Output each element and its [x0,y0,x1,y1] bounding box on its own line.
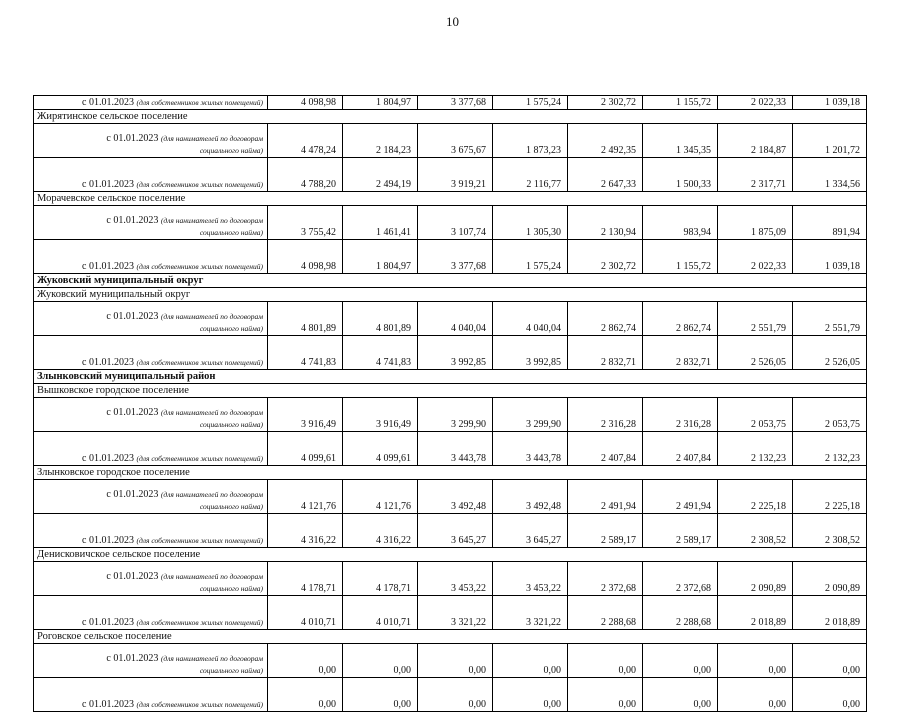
value-cell: 3 377,68 [418,96,493,110]
section-title: Злынковское городское поселение [34,466,867,480]
value-cell: 3 645,27 [493,514,568,548]
table-row [34,432,867,466]
value-cell: 4 099,61 [343,432,418,466]
value-cell: 1 155,72 [643,240,718,274]
value-cell: 4 010,71 [343,596,418,630]
table-row [34,678,867,712]
row-note-continuation: социального найма) [199,502,263,511]
value-cell: 2 551,79 [718,302,793,336]
table-row [34,562,867,596]
row-date: с 01.01.2023 [106,133,159,144]
row-note: (для нанимателей по договорам [160,312,263,321]
row-date: с 01.01.2023 [82,179,134,190]
section-title: Жуковский муниципальный округ [34,274,867,288]
value-cell: 1 039,18 [793,96,867,110]
district-header-row [34,274,867,288]
value-cell: 2 225,18 [793,480,867,514]
value-cell: 2 308,52 [793,514,867,548]
value-cell: 3 916,49 [268,398,343,432]
value-cell: 0,00 [268,644,343,678]
row-note: (для собственников жилых помещений) [136,536,263,545]
row-date: с 01.01.2023 [82,535,134,546]
row-date: с 01.01.2023 [106,215,159,226]
value-cell: 0,00 [343,678,418,712]
row-date: с 01.01.2023 [82,699,134,710]
value-cell: 3 107,74 [418,206,493,240]
section-title: Жирятинское сельское поселение [34,110,867,124]
value-cell: 3 299,90 [493,398,568,432]
row-label [34,596,268,630]
settlement-header-row [34,548,867,562]
row-note-continuation: социального найма) [199,666,263,675]
value-cell: 2 862,74 [643,302,718,336]
value-cell: 2 551,79 [793,302,867,336]
value-cell: 0,00 [343,644,418,678]
table-row [34,398,867,432]
settlement-header-row [34,288,867,302]
row-note: (для собственников жилых помещений) [136,358,263,367]
value-cell: 2 053,75 [793,398,867,432]
value-cell: 2 589,17 [568,514,643,548]
value-cell: 2 018,89 [793,596,867,630]
value-cell: 0,00 [718,678,793,712]
value-cell: 4 040,04 [493,302,568,336]
value-cell: 1 039,18 [793,240,867,274]
row-note-continuation: социального найма) [199,420,263,429]
row-label [34,206,268,240]
table-row [34,336,867,370]
value-cell: 2 184,87 [718,124,793,158]
row-note: (для собственников жилых помещений) [136,454,263,463]
value-cell: 2 862,74 [568,302,643,336]
value-cell: 4 040,04 [418,302,493,336]
value-cell: 2 407,84 [643,432,718,466]
value-cell: 0,00 [793,644,867,678]
section-title: Жуковский муниципальный округ [34,288,867,302]
value-cell: 2 225,18 [718,480,793,514]
row-note: (для нанимателей по договорам [160,408,263,417]
value-cell: 1 575,24 [493,96,568,110]
row-date: с 01.01.2023 [82,617,134,628]
row-label [34,398,268,432]
value-cell: 0,00 [493,644,568,678]
value-cell: 1 305,30 [493,206,568,240]
row-note: (для собственников жилых помещений) [136,618,263,627]
tariff-table [33,95,867,712]
value-cell: 0,00 [793,678,867,712]
row-note-continuation: социального найма) [199,228,263,237]
value-cell: 3 377,68 [418,240,493,274]
value-cell: 2 372,68 [643,562,718,596]
value-cell: 4 741,83 [268,336,343,370]
value-cell: 2 018,89 [718,596,793,630]
row-note-continuation: социального найма) [199,146,263,155]
table-row [34,124,867,158]
settlement-header-row [34,630,867,644]
row-note: (для нанимателей по договорам [160,216,263,225]
value-cell: 3 299,90 [418,398,493,432]
value-cell: 3 919,21 [418,158,493,192]
value-cell: 1 875,09 [718,206,793,240]
table-row [34,596,867,630]
value-cell: 3 453,22 [493,562,568,596]
value-cell: 3 443,78 [493,432,568,466]
settlement-header-row [34,384,867,398]
value-cell: 0,00 [268,678,343,712]
settlement-header-row [34,192,867,206]
row-note-continuation: социального найма) [199,584,263,593]
value-cell: 2 832,71 [568,336,643,370]
value-cell: 2 491,94 [643,480,718,514]
value-cell: 3 755,42 [268,206,343,240]
row-note-continuation: социального найма) [199,324,263,333]
value-cell: 4 121,76 [268,480,343,514]
section-title: Денисковичское сельское поселение [34,548,867,562]
value-cell: 1 804,97 [343,96,418,110]
value-cell: 2 184,23 [343,124,418,158]
value-cell: 4 178,71 [343,562,418,596]
value-cell: 2 526,05 [793,336,867,370]
value-cell: 4 801,89 [268,302,343,336]
row-note: (для собственников жилых помещений) [136,98,263,107]
value-cell: 1 155,72 [643,96,718,110]
settlement-header-row [34,466,867,480]
value-cell: 2 832,71 [643,336,718,370]
value-cell: 2 302,72 [568,96,643,110]
row-note: (для нанимателей по договорам [160,572,263,581]
value-cell: 1 345,35 [643,124,718,158]
row-date: с 01.01.2023 [106,653,159,664]
row-label [34,158,268,192]
value-cell: 4 098,98 [268,96,343,110]
value-cell: 2 647,33 [568,158,643,192]
table-row [34,644,867,678]
row-date: с 01.01.2023 [82,357,134,368]
row-note: (для собственников жилых помещений) [136,180,263,189]
value-cell: 1 575,24 [493,240,568,274]
row-note: (для собственников жилых помещений) [136,262,263,271]
row-date: с 01.01.2023 [82,97,134,108]
table-row [34,514,867,548]
row-note: (для нанимателей по договорам [160,654,263,663]
value-cell: 0,00 [643,644,718,678]
value-cell: 2 116,77 [493,158,568,192]
value-cell: 0,00 [418,644,493,678]
value-cell: 2 526,05 [718,336,793,370]
value-cell: 3 992,85 [418,336,493,370]
row-label [34,124,268,158]
value-cell: 3 443,78 [418,432,493,466]
value-cell: 3 321,22 [418,596,493,630]
table-row [34,96,867,110]
table-row [34,158,867,192]
row-note: (для нанимателей по договорам [160,134,263,143]
value-cell: 2 316,28 [643,398,718,432]
value-cell: 2 132,23 [793,432,867,466]
value-cell: 2 132,23 [718,432,793,466]
row-date: с 01.01.2023 [106,311,159,322]
value-cell: 0,00 [568,678,643,712]
row-date: с 01.01.2023 [82,261,134,272]
value-cell: 4 788,20 [268,158,343,192]
value-cell: 3 321,22 [493,596,568,630]
value-cell: 1 334,56 [793,158,867,192]
value-cell: 3 645,27 [418,514,493,548]
row-date: с 01.01.2023 [106,571,159,582]
value-cell: 3 916,49 [343,398,418,432]
row-label [34,240,268,274]
row-label [34,480,268,514]
row-label [34,96,268,110]
value-cell: 4 478,24 [268,124,343,158]
value-cell: 4 121,76 [343,480,418,514]
table-row [34,206,867,240]
value-cell: 2 317,71 [718,158,793,192]
value-cell: 2 316,28 [568,398,643,432]
row-date: с 01.01.2023 [106,489,159,500]
row-date: с 01.01.2023 [106,407,159,418]
row-label [34,562,268,596]
value-cell: 2 090,89 [718,562,793,596]
row-label [34,432,268,466]
value-cell: 2 372,68 [568,562,643,596]
value-cell: 891,94 [793,206,867,240]
table-row [34,480,867,514]
district-header-row [34,370,867,384]
value-cell: 4 316,22 [268,514,343,548]
row-note: (для нанимателей по договорам [160,490,263,499]
value-cell: 2 053,75 [718,398,793,432]
value-cell: 2 022,33 [718,240,793,274]
value-cell: 0,00 [643,678,718,712]
value-cell: 3 492,48 [493,480,568,514]
table-row [34,240,867,274]
value-cell: 3 675,67 [418,124,493,158]
value-cell: 2 589,17 [643,514,718,548]
row-label [34,302,268,336]
value-cell: 2 492,35 [568,124,643,158]
value-cell: 4 178,71 [268,562,343,596]
value-cell: 1 201,72 [793,124,867,158]
row-note: (для собственников жилых помещений) [136,700,263,709]
value-cell: 1 461,41 [343,206,418,240]
value-cell: 4 098,98 [268,240,343,274]
row-label [34,678,268,712]
value-cell: 2 491,94 [568,480,643,514]
table-row [34,302,867,336]
value-cell: 1 804,97 [343,240,418,274]
value-cell: 0,00 [418,678,493,712]
value-cell: 0,00 [493,678,568,712]
value-cell: 2 022,33 [718,96,793,110]
value-cell: 2 090,89 [793,562,867,596]
section-title: Роговское сельское поселение [34,630,867,644]
row-date: с 01.01.2023 [82,453,134,464]
row-label [34,336,268,370]
value-cell: 4 010,71 [268,596,343,630]
value-cell: 2 308,52 [718,514,793,548]
row-label [34,644,268,678]
value-cell: 2 494,19 [343,158,418,192]
value-cell: 4 741,83 [343,336,418,370]
value-cell: 2 130,94 [568,206,643,240]
value-cell: 0,00 [718,644,793,678]
value-cell: 4 316,22 [343,514,418,548]
value-cell: 1 500,33 [643,158,718,192]
value-cell: 4 099,61 [268,432,343,466]
value-cell: 0,00 [568,644,643,678]
value-cell: 2 302,72 [568,240,643,274]
value-cell: 1 873,23 [493,124,568,158]
value-cell: 3 992,85 [493,336,568,370]
value-cell: 4 801,89 [343,302,418,336]
row-label [34,514,268,548]
value-cell: 3 492,48 [418,480,493,514]
section-title: Морачевское сельское поселение [34,192,867,206]
settlement-header-row [34,110,867,124]
value-cell: 2 288,68 [643,596,718,630]
value-cell: 2 288,68 [568,596,643,630]
value-cell: 2 407,84 [568,432,643,466]
section-title: Вышковское городское поселение [34,384,867,398]
value-cell: 983,94 [643,206,718,240]
section-title: Злынковский муниципальный район [34,370,867,384]
value-cell: 3 453,22 [418,562,493,596]
page-number: 10 [446,14,459,29]
